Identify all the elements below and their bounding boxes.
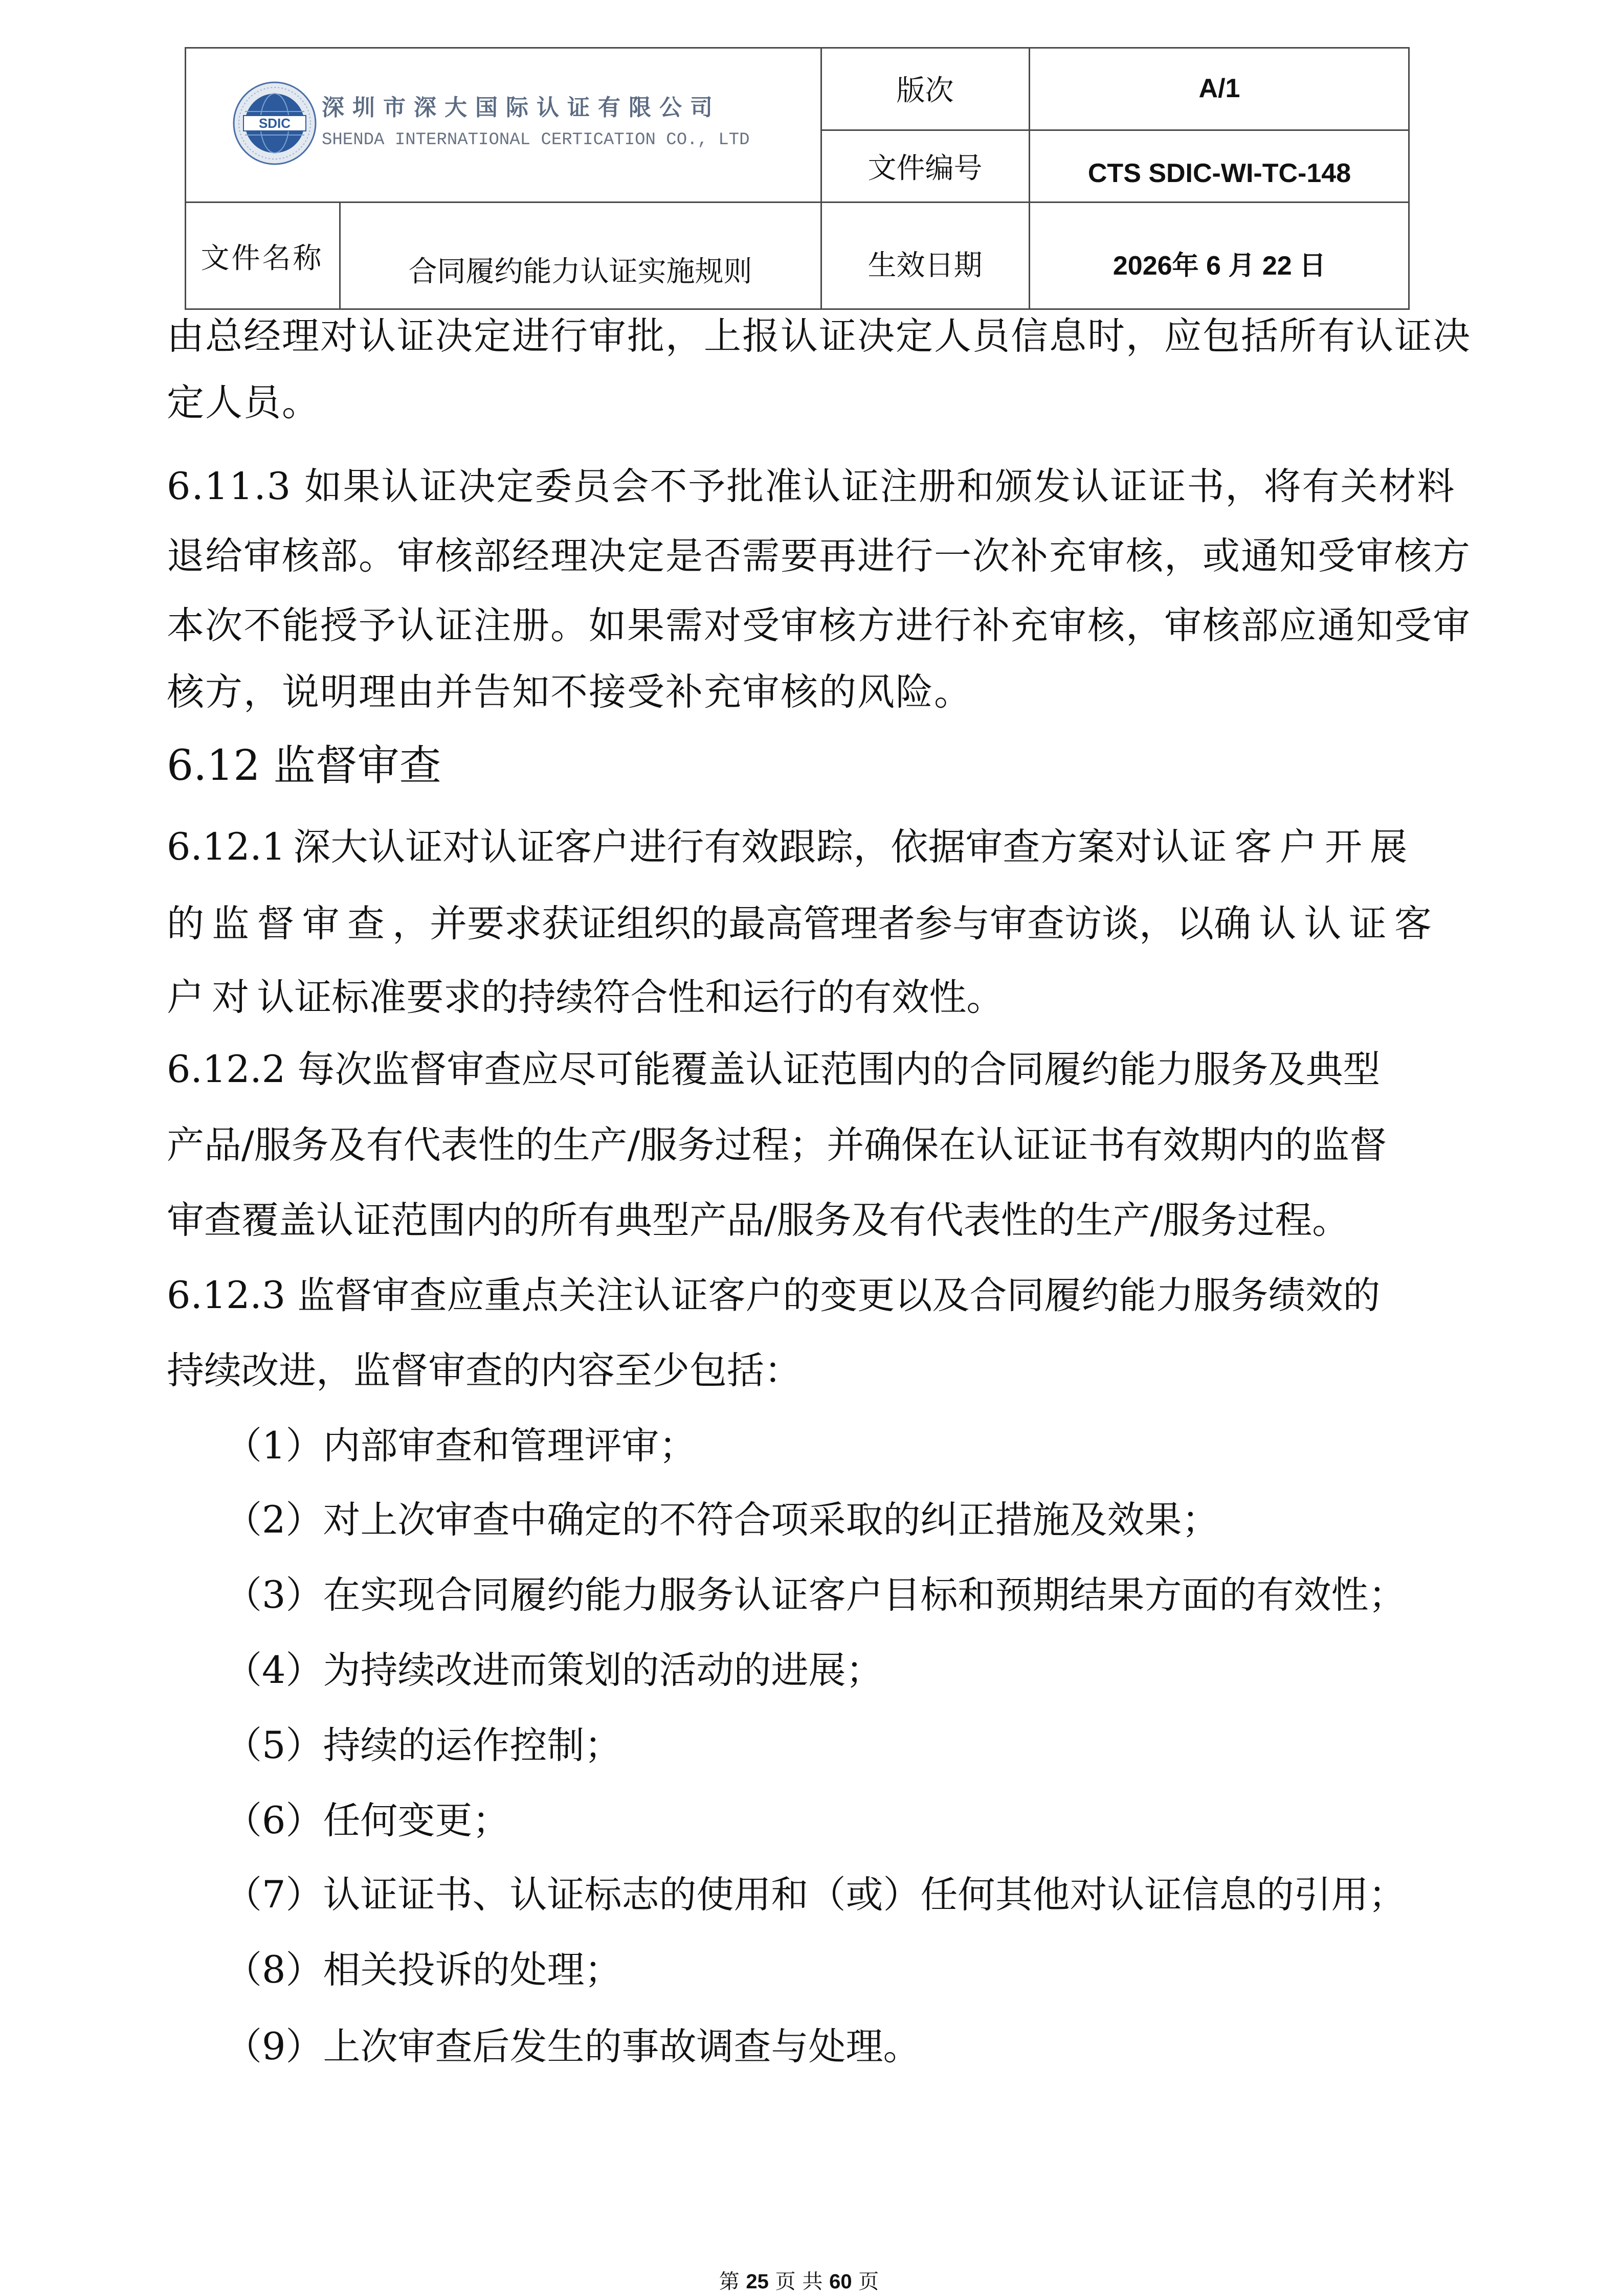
company-logo <box>232 81 317 166</box>
paragraph-line: 户 对 认证标准要求的持续符合性和运行的有效性。 <box>167 976 1004 1019</box>
list-item: （2）对上次审查中确定的不符合项采取的纠正措施及效果； <box>225 1498 1219 1542</box>
effective-date-value: 2026年 6 月 22 日 <box>1113 251 1326 281</box>
list-item: （5）持续的运作控制； <box>225 1724 622 1767</box>
paragraph-line: 核方，说明理由并告知不接受补充审核的风险。 <box>167 670 972 714</box>
list-item: （7）认证证书、认证标志的使用和（或）任何其他对认证信息的引用； <box>225 1873 1406 1917</box>
list-item: （9）上次审查后发生的事故调查与处理。 <box>225 2025 921 2068</box>
company-name-cn: 深圳市深大国际认证有限公司 <box>322 95 721 121</box>
list-item: （6）任何变更； <box>225 1799 510 1842</box>
document-number-label: 文件编号 <box>867 151 983 185</box>
paragraph-line: 6.12.3 监督审查应重点关注认证客户的变更以及合同履约能力服务绩效的 <box>167 1274 1381 1317</box>
list-item: （4）为持续改进而策划的活动的进展； <box>225 1649 883 1692</box>
company-name-en: SHENDA INTERNATIONAL CERTICATION CO., LTD <box>322 130 750 150</box>
page-total: 60 <box>829 2270 852 2293</box>
paragraph-line: 退给审核部。审核部经理决定是否需要再进行一次补充审核，或通知受审核方 <box>167 534 1471 578</box>
logo-mark: SDIC <box>258 116 291 131</box>
paragraph-line: 持续改进，监督审查的内容至少包括： <box>167 1349 802 1392</box>
paragraph-line: 6.11.3 如果认证决定委员会不予批准认证注册和颁发认证证书，将有关材料 <box>167 465 1456 508</box>
list-item: （1）内部审查和管理评审； <box>225 1424 697 1468</box>
page-footer <box>697 2270 901 2293</box>
paragraph-line: 本次不能授予认证注册。如果需对受审核方进行补充审核，审核部应通知受审 <box>167 604 1471 647</box>
document-number-value: CTS SDIC-WI-TC-148 <box>1087 158 1351 188</box>
paragraph-line: 的 监 督 审 查 ，并要求获证组织的最高管理者参与审查访谈，以确 认 认 证 客 <box>167 902 1432 946</box>
paragraph-line: 6.12.1 深大认证对认证客户进行有效跟踪，依据审查方案对认证 客 户 开 展 <box>167 825 1408 869</box>
version-label: 版次 <box>896 74 954 107</box>
document-name-value: 合同履约能力认证实施规则 <box>408 255 752 288</box>
paragraph-line: 由总经理对认证决定进行审批，上报认证决定人员信息时，应包括所有认证决 <box>167 314 1471 358</box>
list-item: （3）在实现合同履约能力服务认证客户目标和预期结果方面的有效性； <box>225 1573 1406 1617</box>
paragraph-line: 定人员。 <box>167 381 320 424</box>
document-name-label: 文件名称 <box>201 241 324 275</box>
paragraph-line: 产品/服务及有代表性的生产/服务过程；并确保在认证证书有效期内的监督 <box>167 1123 1387 1167</box>
section-heading: 6.12 监督审查 <box>167 741 441 790</box>
list-item: （8）相关投诉的处理； <box>225 1948 622 1992</box>
page-number: 25 <box>746 2270 769 2293</box>
footer-suffix: 页 <box>858 2270 879 2293</box>
paragraph-line: 审查覆盖认证范围内的所有典型产品/服务及有代表性的生产/服务过程。 <box>167 1199 1350 1242</box>
paragraph-line: 6.12.2 每次监督审查应尽可能覆盖认证范围内的合同履约能力服务及典型 <box>167 1048 1381 1091</box>
footer-prefix: 第 <box>719 2270 740 2293</box>
version-value: A/1 <box>1198 74 1240 103</box>
footer-middle: 页 共 <box>775 2270 823 2293</box>
effective-date-label: 生效日期 <box>867 249 983 282</box>
